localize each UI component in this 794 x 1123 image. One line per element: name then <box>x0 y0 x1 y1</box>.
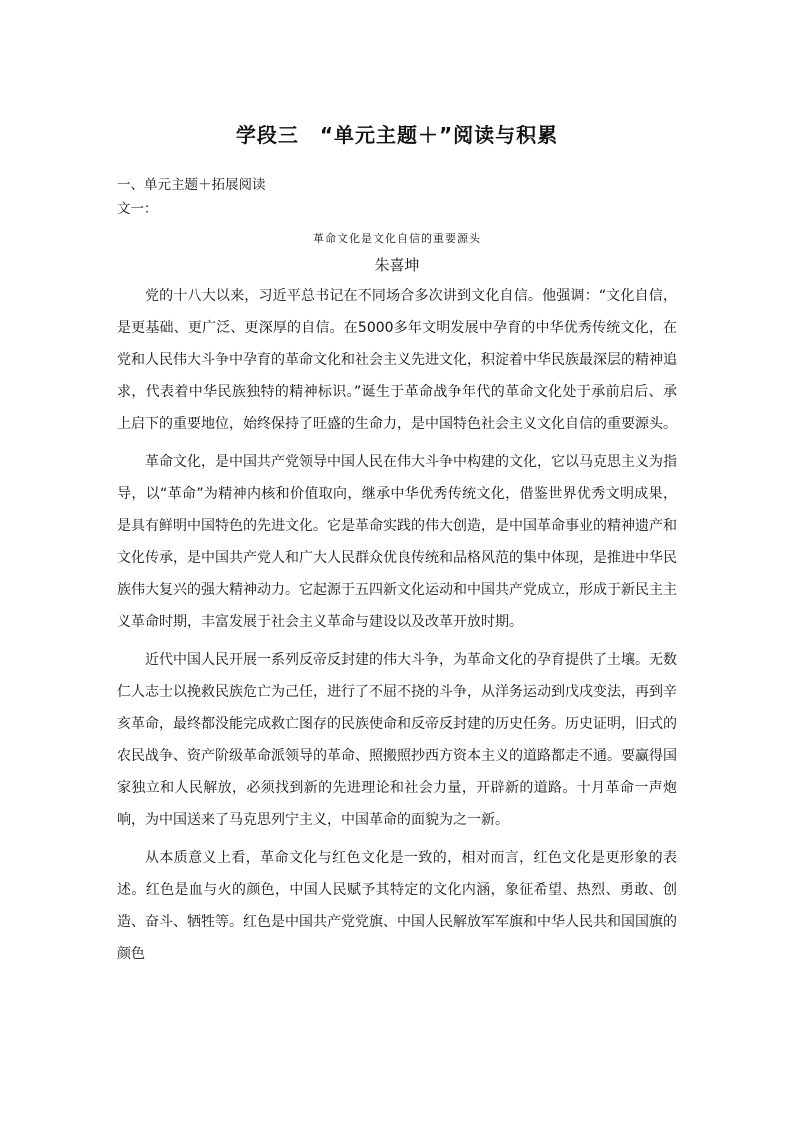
paragraph: 从本质意义上看，革命文化与红色文化是一致的，相对而言，红色文化是更形象的表述。红色是血与火的颜色，中国人民赋予其特定的文化内涵，象征希望、热烈、勇敢、创造、奋斗、牺牲等。红色是中国共产党党旗、中国人民解放军军旗和中华人民共和国国旗的颜色 <box>117 850 677 962</box>
page-title: 学段三 “单元主题＋”阅读与积累 <box>235 123 559 147</box>
article-title: 革命文化是文化自信的重要源头 <box>313 232 481 245</box>
paragraph: 革命文化，是中国共产党领导中国人民在伟大斗争中构建的文化，它以马克思主义为指导，以“革命”为精神内核和价值取向，继承中华优秀传统文化，借鉴世界优秀文明成果，是具有鲜明中国特色的先进文化。它是革命实践的伟大创造，是中国革命事业的精神遗产和文化传承，是中国共产党人和广大人民群众优良传统和品格风范的集中体现，是推进中华民族伟大复兴的强大精神动力。它起源于五四新文化运动和中国共产党成立，形成于新民主主义革命时期，丰富发展于社会主义革命与建设以及改革开放时期。 <box>117 454 677 630</box>
article-author: 朱喜坤 <box>374 256 420 274</box>
paragraph: 近代中国人民开展一系列反帝反封建的伟大斗争，为革命文化的孕育提供了土壤。无数仁人志士以挽救民族危亡为己任，进行了不屈不挠的斗争，从洋务运动到戊戌变法，再到辛亥革命，最终都没能完成救亡图存的民族使命和反帝反封建的历史任务。历史证明，旧式的农民战争、资产阶级革命派领导的革命、照搬照抄西方资本主义的道路都走不通。要赢得国家独立和人民解放，必须找到新的先进理论和社会力量，开辟新的道路。十月革命一声炮响，为中国送来了马克思列宁主义，中国革命的面貌为之一新。 <box>117 652 677 828</box>
text-label: 文一： <box>117 201 158 217</box>
paragraph: 党的十八大以来，习近平总书记在不同场合多次讲到文化自信。他强调：“文化自信，是更基础、更广泛、更深厚的自信。在5000多年文明发展中孕育的中华优秀传统文化，在党和人民伟大斗争中孕育的革命文化和社会主义先进文化，积淀着中华民族最深层的精神追求，代表着中华民族独特的精神标识。”诞生于革命战争年代的革命文化处于承前启后、承上启下的重要地位，始终保持了旺盛的生命力，是中国特色社会主义文化自信的重要源头。 <box>117 288 677 432</box>
article-body <box>117 280 677 976</box>
section-heading: 一、单元主题＋拓展阅读 <box>117 177 266 193</box>
